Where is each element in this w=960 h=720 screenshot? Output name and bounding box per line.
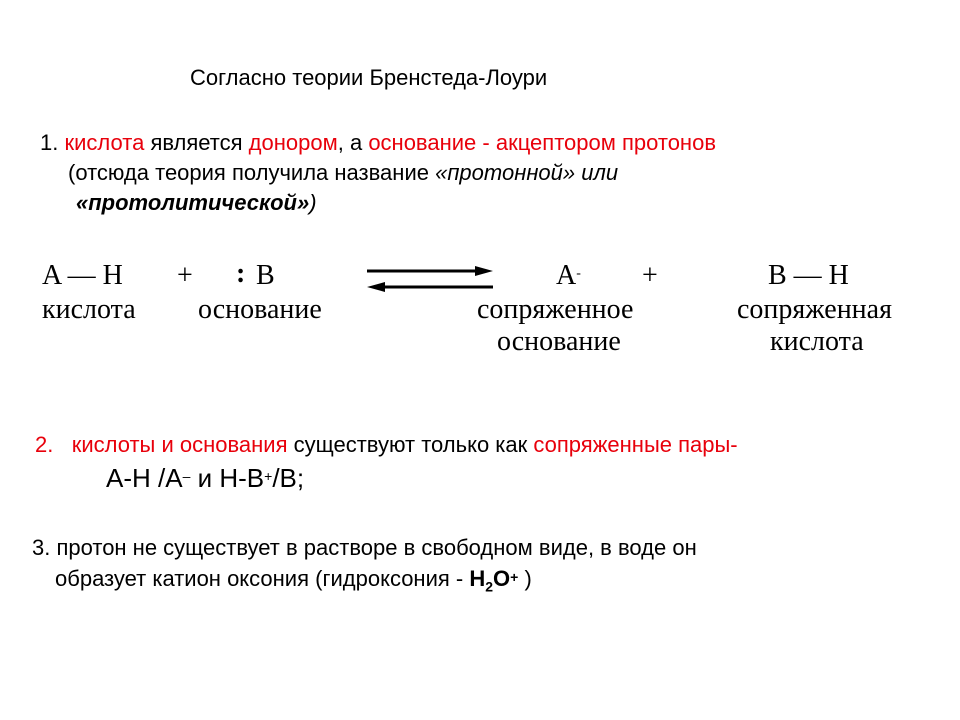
anion-charge: -: [576, 266, 581, 281]
item3-close-paren: ): [518, 566, 532, 591]
item1-acid: кислота: [64, 130, 145, 155]
base-formula: B: [256, 260, 275, 291]
hydronium-o: O: [493, 566, 511, 591]
item2-formula-b-charge: +: [264, 468, 273, 484]
item1-line3: [76, 190, 317, 216]
conjugate-acid-formula: B — H: [768, 260, 849, 291]
equilibrium-arrows-icon: [365, 262, 495, 298]
item2-formula-a-charge: –: [182, 468, 191, 484]
item2-formula-mid: и H-B: [190, 463, 265, 493]
item1-donor: донором: [248, 130, 338, 155]
base-label: основание: [198, 294, 322, 325]
plus-sign-right: +: [642, 260, 658, 291]
item2-formula-end: /B;: [272, 463, 305, 493]
acid-formula: A — H: [42, 260, 123, 291]
item2-formula: [106, 462, 304, 494]
item2-formula-a: A-H /A: [106, 463, 183, 493]
item1-line1: [40, 130, 716, 156]
hydronium-formula: [469, 566, 519, 595]
item1-close-paren: ): [309, 190, 317, 215]
conjugate-base-label-line2: основание: [497, 326, 621, 357]
item3-line2-text: образует катион оксония (гидроксония -: [55, 566, 470, 591]
item3-line1: 3. протон не существует в растворе в свободном виде, в воде он: [32, 535, 697, 560]
plus-sign-left: +: [177, 260, 193, 291]
item1-protolytic: «протолитической»: [76, 190, 310, 215]
anion-symbol: A: [556, 260, 577, 291]
item1-number: 1.: [40, 130, 59, 155]
item1-line2: [68, 160, 618, 186]
item2-acids-bases: кислоты и основания: [71, 432, 288, 457]
item1-base: основание - акцептором протонов: [368, 130, 717, 155]
page-title: Согласно теории Бренстеда-Лоури: [190, 65, 548, 90]
conjugate-base-formula: [556, 260, 581, 292]
hydronium-h: H: [469, 566, 486, 591]
conjugate-acid-label-line2: кислота: [770, 326, 864, 357]
item2-line1: [35, 432, 738, 458]
hydronium-sub: 2: [485, 578, 494, 595]
acid-label: кислота: [42, 294, 136, 325]
conjugate-base-label-line1: сопряженное: [477, 294, 634, 325]
item3-line2: [55, 566, 532, 599]
hydronium-charge: +: [510, 569, 519, 585]
item1-is: является: [150, 130, 243, 155]
item2-conjugate-pairs: сопряженные пары-: [533, 432, 738, 457]
lone-pair-colon: :: [236, 258, 246, 289]
conjugate-acid-label-line1: сопряженная: [737, 294, 892, 325]
item1-and: , а: [337, 130, 363, 155]
item1-protonic: «протонной» или: [435, 160, 619, 185]
item1-explanation: (отсюда теория получила название: [68, 160, 436, 185]
item2-exist-text: существуют только как: [287, 432, 534, 457]
item2-number: 2.: [35, 432, 54, 457]
